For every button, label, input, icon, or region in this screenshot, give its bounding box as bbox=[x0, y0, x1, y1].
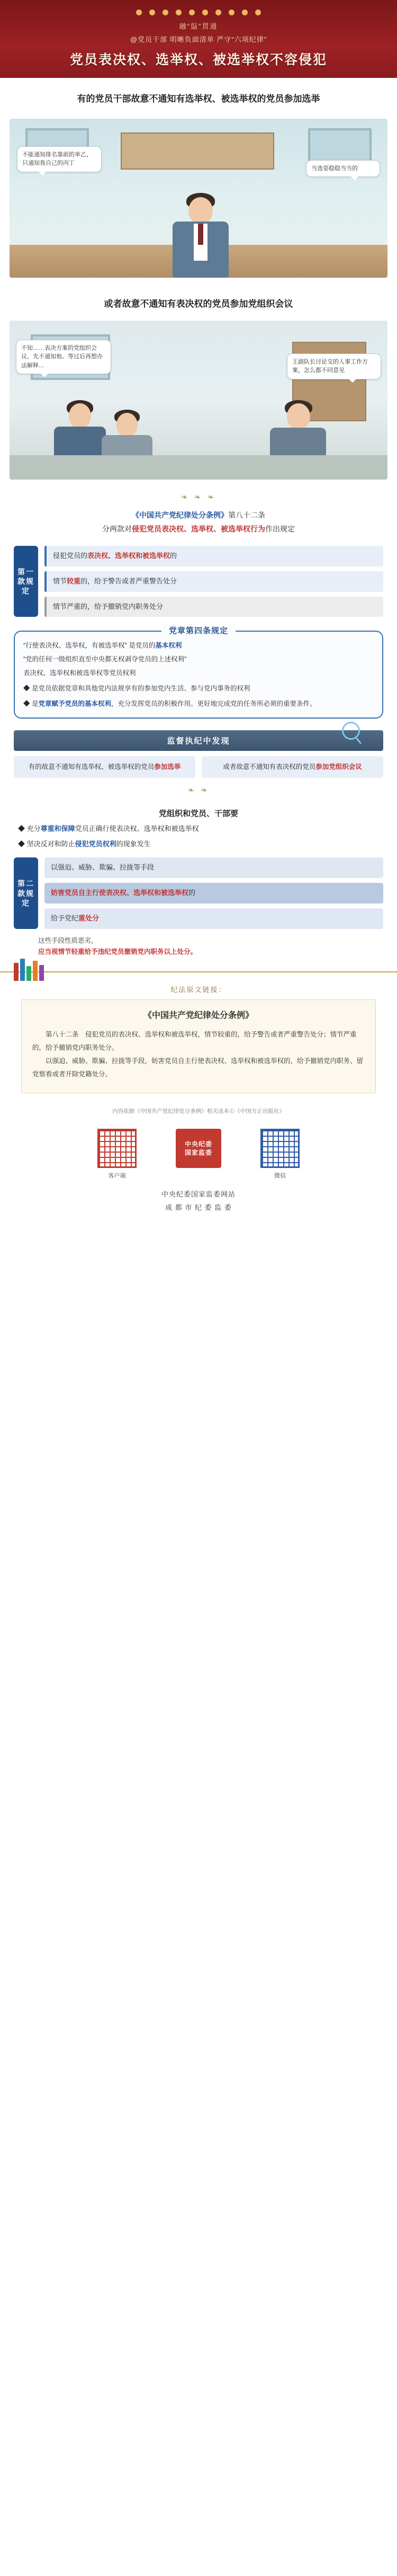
clause-item-pre: 给予党纪 bbox=[51, 914, 79, 923]
leaf-divider: ❧ ❧ bbox=[187, 785, 210, 795]
speech-bubble-left: 不知……表决方案的党组织会议，先不通知他。等过后再想办法解释… bbox=[16, 340, 111, 375]
chapter-bullet-text: 是党员依据党章和其他党内法规享有的参加党内生活、参与党内事务的权利 bbox=[31, 684, 250, 692]
clause-item bbox=[44, 571, 383, 592]
supervision-bar bbox=[14, 730, 383, 751]
regulation-doc-name: 《中国共产党纪律处分条例》 bbox=[132, 510, 228, 519]
footer-text bbox=[0, 1188, 397, 1214]
supervision-cell-highlight: 参加选举 bbox=[154, 763, 181, 771]
clause-item bbox=[44, 883, 383, 904]
party-constitution-box bbox=[14, 626, 383, 718]
bullet-marker: ◆ bbox=[18, 824, 25, 833]
clause-item-pre: 情节 bbox=[53, 577, 67, 585]
chapter-quote: “党的任何一级组织直至中央都无权剥夺党员的上述权利” bbox=[23, 656, 187, 663]
qr-caption: 客户端 bbox=[108, 1173, 126, 1180]
organization-badge bbox=[169, 1129, 228, 1171]
clause-first-items bbox=[44, 546, 383, 617]
org-line-post: 的现象发生 bbox=[116, 839, 151, 848]
clause-item-pre: 情节严重的，给予撤销党内职务处分 bbox=[53, 602, 164, 610]
shelf-shape bbox=[121, 132, 274, 170]
chapter-bullet-post: ，充分发挥党员的积极作用。更好地完成党的任务所必须的重要条件。 bbox=[111, 700, 317, 707]
clause-first-tag: 第一款规定 bbox=[14, 546, 38, 617]
illustration-office bbox=[10, 321, 387, 480]
source-label: 纪法原文链接： bbox=[170, 986, 227, 994]
chapter-line bbox=[23, 668, 374, 679]
chapter-bullet-pre: 是 bbox=[31, 700, 39, 707]
page-title: 党员表决权、选举权、被选举权不容侵犯 bbox=[69, 52, 327, 67]
source-paragraph: 以强迫、威胁、欺骗、拉拢等手段，妨害党员自主行使表决权、选举权和被选举权的，给予撤销党内职务、留党察看或者开除党籍处分。 bbox=[32, 1057, 364, 1078]
clause-item-highlight: 表决权、选举权和被选举权 bbox=[87, 551, 170, 560]
note-pre: 这些手段性质恶劣， bbox=[38, 936, 98, 944]
org-line-pre: 充分 bbox=[26, 824, 41, 833]
speech-bubble-right: 王副队长讨论交的人事工作方案，怎么都不同意见 bbox=[287, 353, 381, 379]
chapter-highlight: 基本权利 bbox=[155, 642, 182, 650]
clause-first bbox=[14, 546, 383, 617]
qr-caption: 微信 bbox=[274, 1173, 286, 1180]
scene2-caption: 或者故意不通知有表决权的党员参加党组织会议 bbox=[104, 298, 293, 309]
regulation-line2-red: 侵犯党员表决权、选举权、被选举权行为 bbox=[132, 525, 265, 534]
clause-item-pre: 侵犯党员的 bbox=[53, 551, 88, 560]
qr-code-icon[interactable] bbox=[97, 1129, 137, 1168]
supervision-cells bbox=[14, 756, 383, 778]
chapter-text: 表决权、选举权和被选举权等党员权利 bbox=[23, 669, 136, 677]
regulation-article: 第八十二条 bbox=[228, 510, 265, 519]
clause-second-items bbox=[44, 857, 383, 928]
note-highlight: 应当视情节轻重给予违纪党员撤销党内职务以上处分。 bbox=[38, 948, 197, 956]
regulation-heading bbox=[0, 503, 397, 538]
org-line-post: 党员正确行使表决权、选举权和被选举权 bbox=[75, 824, 199, 833]
header-kicker: 融“䀀”贯通 bbox=[179, 22, 218, 30]
scene1-caption: 有的党员干部故意不通知有选举权、被选举权的党员参加选举 bbox=[77, 94, 320, 104]
source-doc-title: 《中国共产党纪律处分条例》 bbox=[143, 1011, 254, 1021]
chapter-bullet: ◆ 是党员依据党章和其他党内法规享有的参加党内生活、参与党内事务的权利 bbox=[23, 684, 250, 692]
qr-code-icon[interactable] bbox=[260, 1129, 300, 1168]
chapter-line bbox=[23, 654, 374, 666]
bullet-marker: ◆ bbox=[18, 839, 25, 848]
badge-emblem bbox=[176, 1129, 221, 1168]
clause-second-note bbox=[38, 935, 383, 958]
supervision-cell-highlight: 参加党组织会议 bbox=[315, 763, 362, 771]
regulation-line2-pre: 分两款对 bbox=[102, 525, 132, 534]
supervision-cell-pre: 有的故意不通知有选举权、被选举权的党员 bbox=[28, 763, 155, 771]
clause-item bbox=[44, 546, 383, 566]
chapter-bullet: ◆ 是党章赋予党员的基本权利，充分发挥党员的积极作用。更好地完成党的任务所必须的重要条件。 bbox=[23, 700, 317, 707]
clause-item bbox=[44, 857, 383, 878]
floor-shape bbox=[10, 455, 387, 480]
source-document bbox=[21, 999, 376, 1093]
header-subtitle: @党员干部 明晰负面清单 严守“六项纪律” bbox=[130, 36, 267, 43]
org-requirement-line bbox=[18, 823, 379, 835]
leaf-divider: ❧ ❧ ❧ bbox=[181, 492, 216, 502]
chapter-bullet-highlight: 党章赋予党员的基本权利 bbox=[38, 700, 112, 707]
chapter-title: 党章第四条规定 bbox=[161, 625, 236, 636]
clause-item-text: 以强迫、威胁、欺骗、拉拢等手段 bbox=[51, 863, 155, 872]
org-line-pre: 坚决反对和防止 bbox=[26, 839, 75, 848]
clause-item-highlight: 重处分 bbox=[78, 914, 100, 923]
badge-line-2: 国家监委 bbox=[184, 1149, 212, 1157]
org-requirements-title: 党组织和党员、干部要 bbox=[158, 809, 238, 818]
supervision-cell bbox=[202, 756, 383, 778]
footer-line-2: 成 都 市 纪 委 监 委 bbox=[165, 1203, 232, 1212]
decorative-dots bbox=[0, 7, 397, 21]
supervision-bar-label: 监督执纪中发现 bbox=[167, 736, 230, 746]
speech-bubble-right: 当选姿稳稳当当的 bbox=[306, 160, 380, 178]
chapter-mid: 是党员的 bbox=[129, 642, 156, 650]
page-header bbox=[0, 0, 397, 78]
clause-item bbox=[44, 597, 383, 617]
source-section bbox=[0, 971, 397, 1120]
page-footer bbox=[0, 1120, 397, 1226]
infographic-page bbox=[0, 0, 397, 1226]
source-paragraph: 第八十二条 侵犯党员的表决权、选举权和被选举权，情节较重的，给予警告或者严重警告处分；情节严重的，给予撤销党内职务处分。 bbox=[32, 1031, 357, 1052]
regulation-line2-post: 作出规定 bbox=[265, 525, 295, 534]
clause-second-tag: 第二款规定 bbox=[14, 857, 38, 928]
clause-item-highlight: 妨害党员自主行使表决权、选举权和被选举权 bbox=[51, 889, 189, 897]
source-note: 内容依据《中国共产党纪律处分条例》相关读本①《中国方正出版社》 bbox=[112, 1108, 285, 1115]
clause-item-highlight: 较重 bbox=[67, 577, 81, 585]
qr-item-wechat[interactable] bbox=[251, 1129, 309, 1180]
qr-item-app[interactable] bbox=[88, 1129, 146, 1180]
badge-line-1: 中央纪委 bbox=[184, 1140, 212, 1148]
org-requirement-line bbox=[18, 838, 379, 851]
supervision-cell-pre: 或者故意不通知有表决权的党员 bbox=[223, 763, 316, 771]
clause-item-post: 的 bbox=[170, 551, 177, 560]
clause-item-post: 的 bbox=[188, 889, 196, 897]
speech-bubble-left: 不能通知排名靠前的单乙，只通知我自己的丙丁 bbox=[17, 146, 102, 172]
person-figure bbox=[168, 193, 232, 278]
books-icon bbox=[14, 959, 44, 981]
illustration-meeting-room bbox=[10, 119, 387, 278]
footer-line-1: 中央纪委国家监委网站 bbox=[161, 1190, 236, 1199]
chapter-quote: “行使表决权、选举权，有被选举权” bbox=[23, 642, 127, 650]
chapter-line bbox=[23, 640, 374, 652]
clause-item bbox=[44, 908, 383, 929]
clause-item-post: 的，给予警告或者严重警告处分 bbox=[80, 577, 177, 585]
org-line-highlight: 尊重和保障 bbox=[40, 824, 75, 833]
qr-row bbox=[0, 1129, 397, 1180]
supervision-cell bbox=[14, 756, 195, 778]
org-line-highlight: 侵犯党员权利 bbox=[75, 839, 116, 848]
clause-second bbox=[14, 857, 383, 928]
magnifier-icon bbox=[342, 722, 360, 740]
